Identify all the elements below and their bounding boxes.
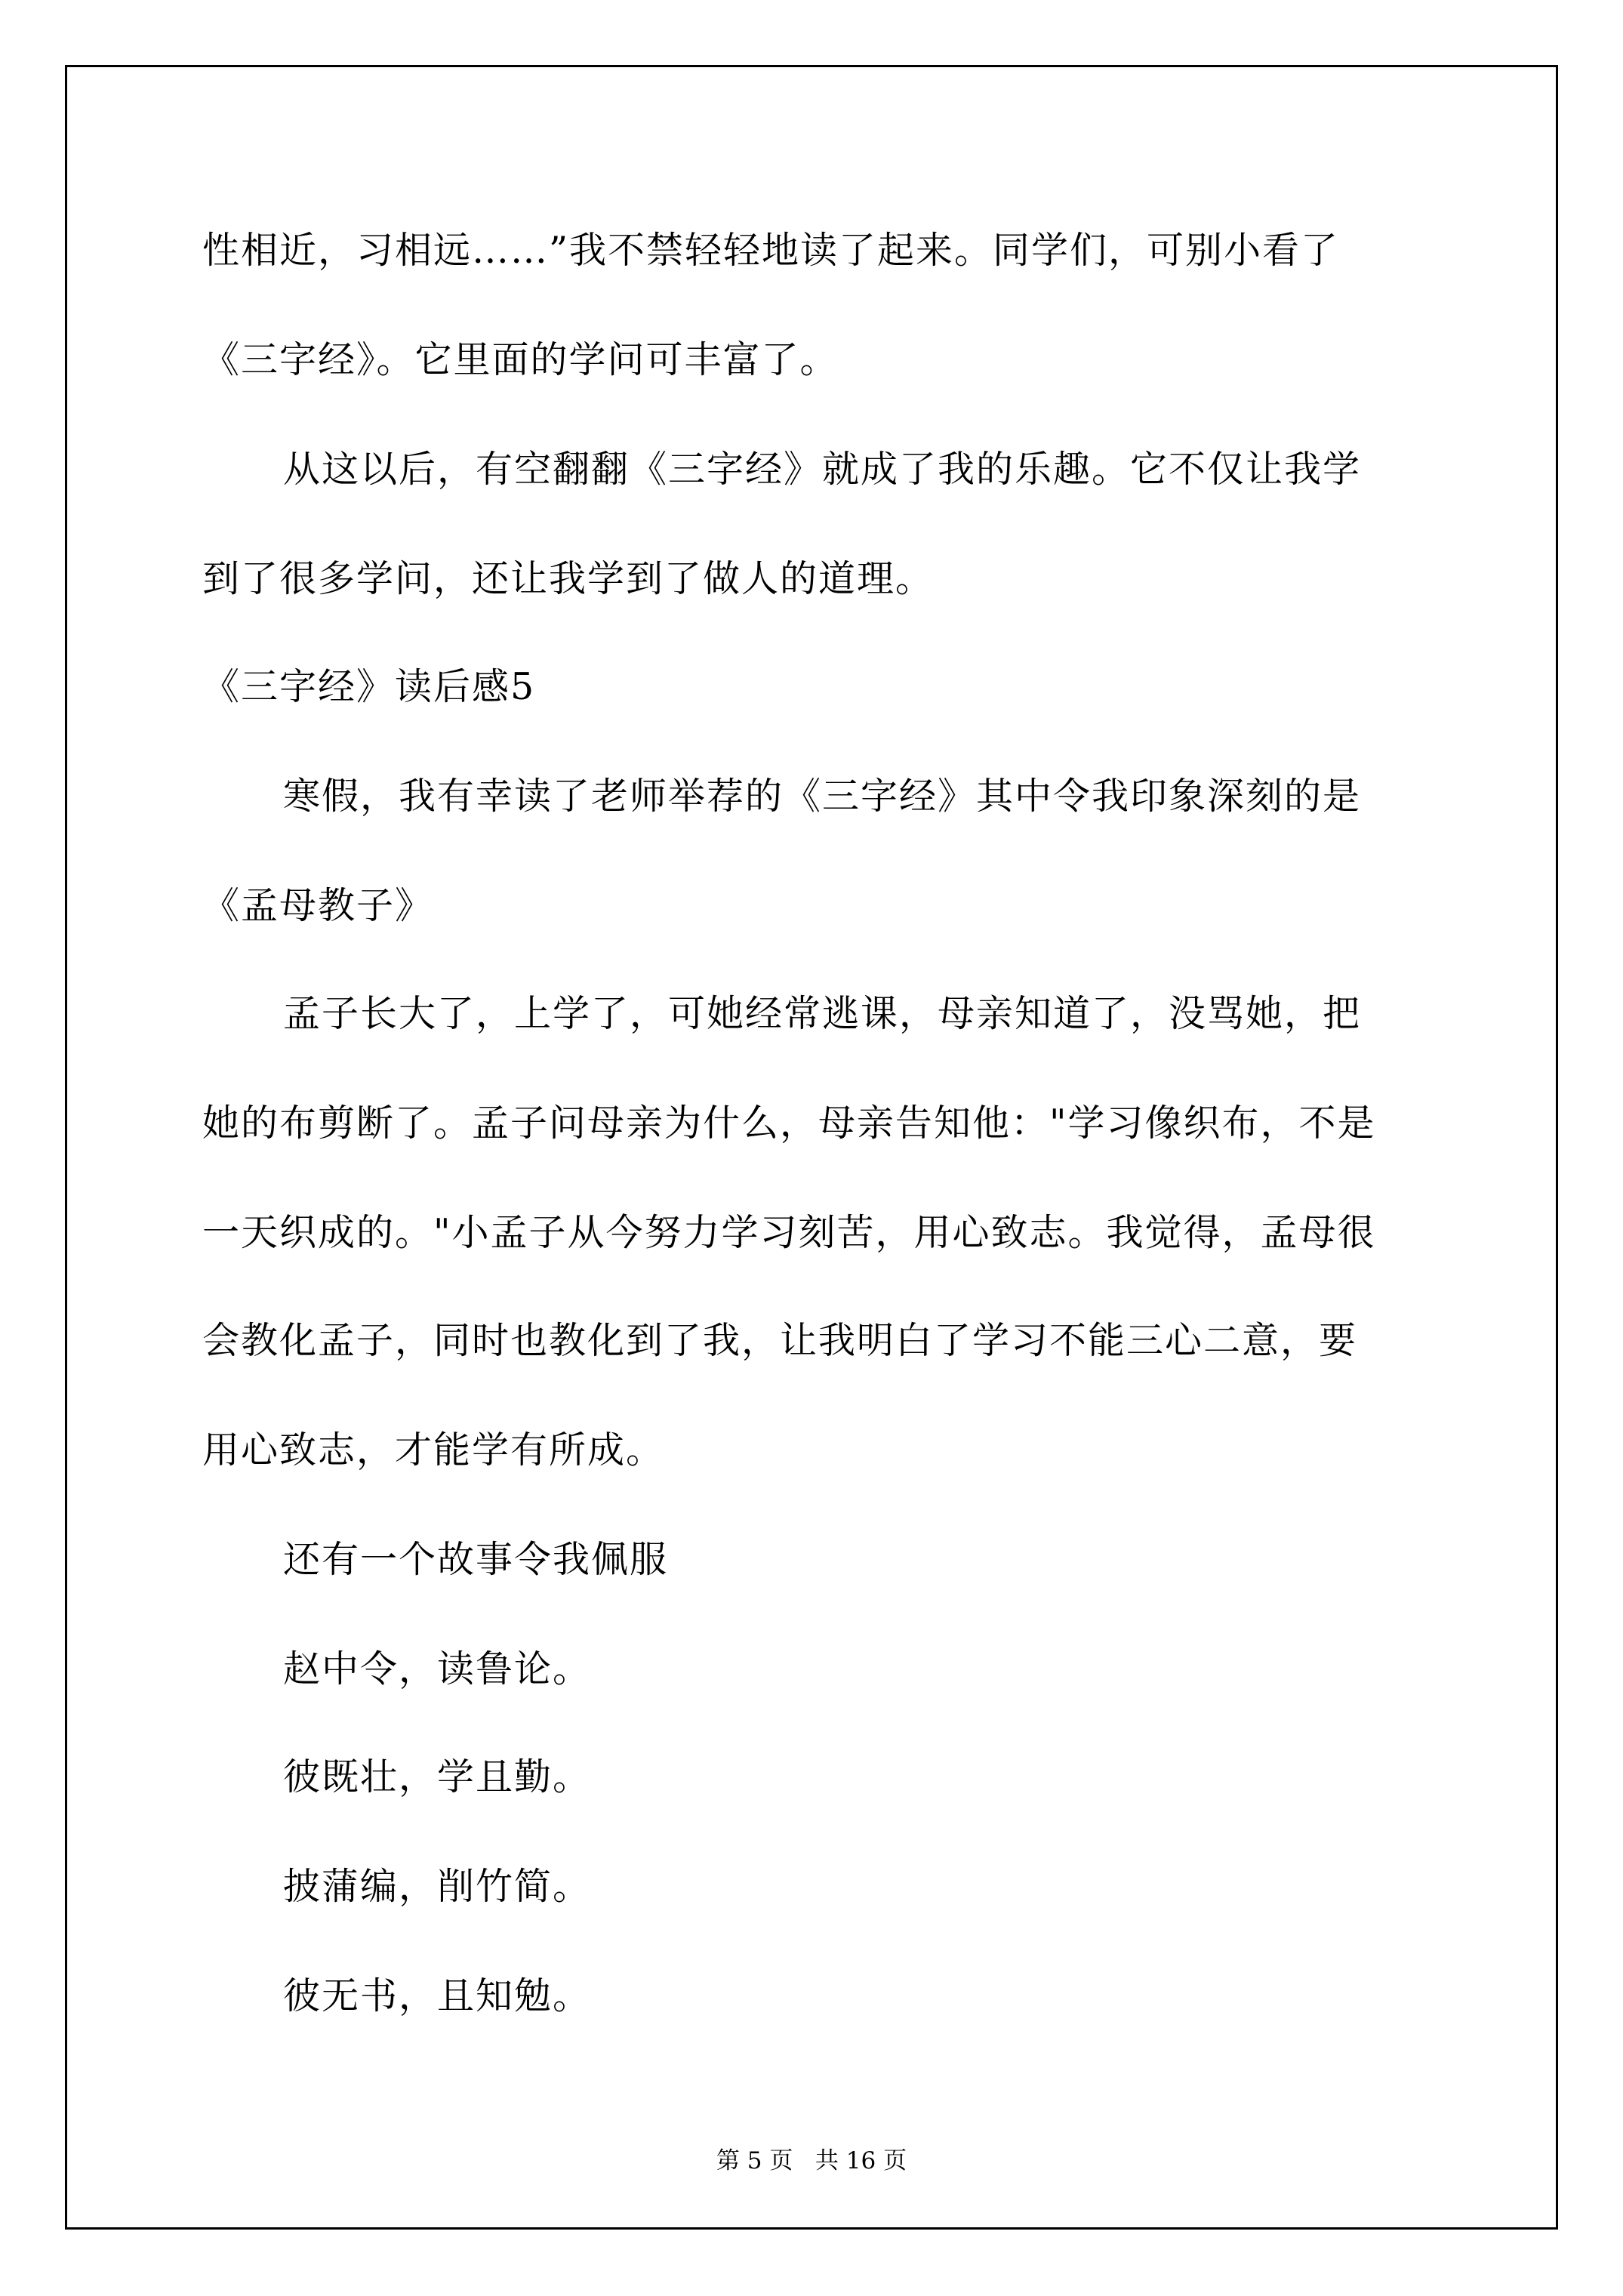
verse-line: 彼既壮，学且勤。 [283, 1755, 592, 1798]
paragraph-line: 孟子长大了，上学了，可她经常逃课，母亲知道了，没骂她，把 [283, 992, 1362, 1035]
verse-line: 披蒲编，削竹简。 [283, 1865, 592, 1908]
text-line: 会教化孟子，同时也教化到了我，让我明白了学习不能三心二意，要 [202, 1319, 1358, 1362]
text-line: 用心致志，才能学有所成。 [202, 1428, 665, 1472]
section-heading: 《三字经》读后感5 [202, 665, 536, 708]
page-number: 第 5 页 共 16 页 [716, 2147, 907, 2174]
text-line: 《孟母教子》 [202, 884, 434, 927]
text-line: 她的布剪断了。孟子问母亲为什么，母亲告知他："学习像织布，不是 [202, 1102, 1376, 1145]
text-line: 一天织成的。"小孟子从今努力学习刻苦，用心致志。我觉得，孟母很 [202, 1211, 1376, 1254]
text-line: 《三字经》。它里面的学问可丰富了。 [202, 338, 839, 381]
verse-line: 彼无书，且知勉。 [283, 1974, 592, 2017]
text-line: 性相近，习相远……”我不禁轻轻地读了起来。同学们，可别小看了 [202, 229, 1340, 272]
verse-line: 赵中令，读鲁论。 [283, 1647, 592, 1690]
paragraph-line: 从这以后，有空翻翻《三字经》就成了我的乐趣。它不仅让我学 [283, 448, 1362, 491]
paragraph-line: 还有一个故事令我佩服 [283, 1538, 669, 1581]
paragraph-line: 寒假，我有幸读了老师举荐的《三字经》其中令我印象深刻的是 [283, 775, 1362, 818]
text-line: 到了很多学问，还让我学到了做人的道理。 [202, 557, 935, 600]
